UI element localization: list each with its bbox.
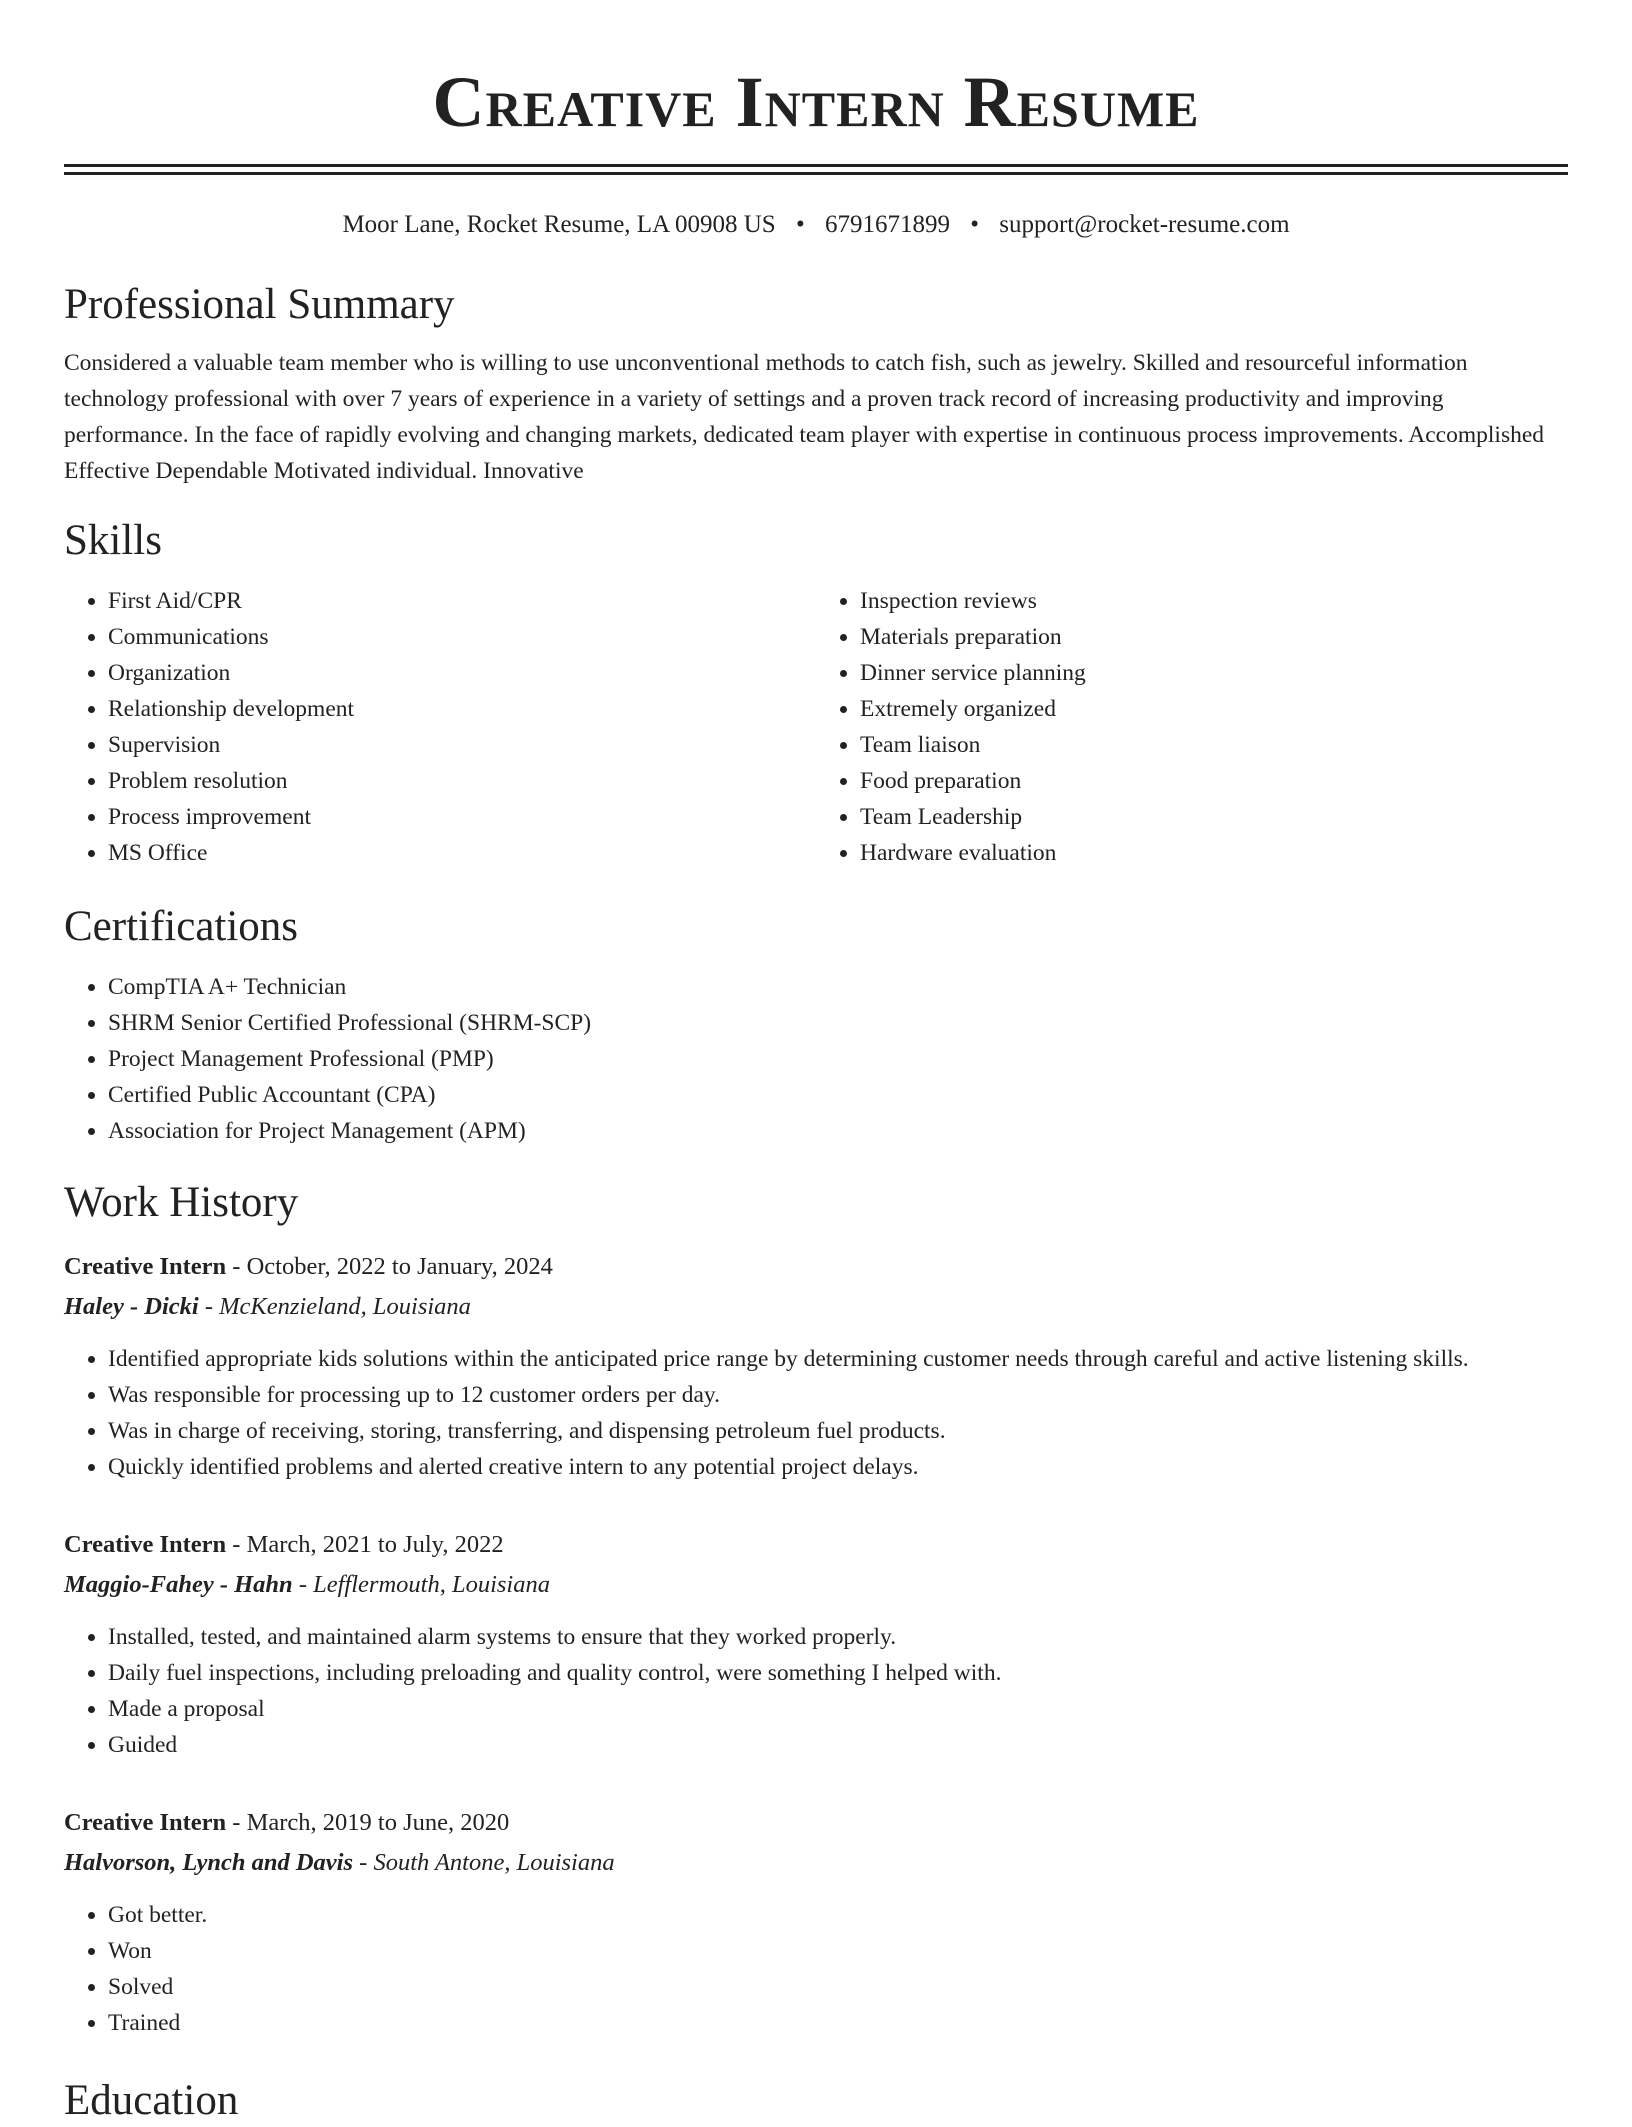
job-entry [64,1803,1568,2041]
job-location: McKenzieland, Louisiana [219,1293,471,1320]
job-company: Halvorson, Lynch and Davis [64,1849,354,1876]
skill-item: • Problem resolution [108,763,816,799]
job-bullet: • Quickly identified problems and alerted creative intern to any potential project delays. [108,1449,1568,1485]
job-bullets [64,1897,1568,2041]
skill-item: • Dinner service planning [860,655,1568,691]
contact-email: support@rocket-resume.com [999,211,1290,238]
job-title: Creative Intern [64,1531,227,1558]
summary-text: Considered a valuable team member who is willing to use unconventional methods to catch fish, such as jewelry. Skilled and resourceful information technology professional with over 7 years of experience in a variety of settings and a proven track record of increasing productivity and improving performance. In the face of rapidly evolving and changing markets, dedicated team player with expertise in continuous process improvements. Accomplished Effective Dependable Motivated individual. Innovative [64,350,1545,484]
skill-item: • Supervision [108,727,816,763]
job-entry [64,1247,1568,1485]
education-heading: Education [64,2077,239,2124]
job-title-line: Creative Intern - March, 2021 to July, 2022 [64,1531,504,1558]
contact-address: Moor Lane, Rocket Resume, LA 00908 US [342,211,776,238]
contact-separator: • [970,211,979,238]
skills-list-left [64,583,816,871]
certifications-list [64,969,1568,1149]
skill-item: • First Aid/CPR [108,583,816,619]
job-dates: March, 2021 to July, 2022 [246,1531,504,1558]
job-bullet: • Installed, tested, and maintained alarm systems to ensure that they worked properly. [108,1619,1568,1655]
job-bullet: • Identified appropriate kids solutions within the anticipated price range by determining customer needs through careful and active listening skills. [108,1341,1568,1377]
work-history-heading: Work History [64,1179,299,1226]
job-title: Creative Intern [64,1253,227,1280]
job-bullets [64,1619,1568,1763]
certification-item: • Association for Project Management (APM) [108,1113,1568,1149]
job-bullet: • Solved [108,1969,1568,2005]
job-bullets [64,1341,1568,1485]
skills-heading: Skills [64,517,162,564]
job-company: Maggio-Fahey - Hahn [64,1571,293,1598]
skill-item: • Food preparation [860,763,1568,799]
skill-item: • Inspection reviews [860,583,1568,619]
job-bullet: • Got better. [108,1897,1568,1933]
certification-item: • SHRM Senior Certified Professional (SHRM-SCP) [108,1005,1568,1041]
skills-columns [64,583,1568,871]
skill-item: • Relationship development [108,691,816,727]
skill-item: • Organization [108,655,816,691]
skill-item: • Extremely organized [860,691,1568,727]
resume-page [64,0,1568,2127]
job-bullet: • Was responsible for processing up to 12 customer orders per day. [108,1377,1568,1413]
title-divider [64,164,1568,175]
certification-item: • CompTIA A+ Technician [108,969,1568,1005]
contact-line [64,209,1568,241]
job-bullet: • Daily fuel inspections, including preloading and quality control, were something I helped with. [108,1655,1568,1691]
skill-item: • MS Office [108,835,816,871]
job-bullet: • Guided [108,1727,1568,1763]
job-title: Creative Intern [64,1809,227,1836]
job-bullet: • Trained [108,2005,1568,2041]
skill-item: • Team liaison [860,727,1568,763]
contact-separator: • [795,211,805,238]
job-dates: October, 2022 to January, 2024 [246,1253,553,1280]
job-company-line: Halvorson, Lynch and Davis - South Antone, Louisiana [64,1849,615,1876]
skill-item: • Materials preparation [860,619,1568,655]
skills-list-right [816,583,1568,871]
skill-item: • Hardware evaluation [860,835,1568,871]
skill-item: • Process improvement [108,799,816,835]
certification-item: • Project Management Professional (PMP) [108,1041,1568,1077]
resume-title: Creative Intern Resume [432,62,1200,142]
job-location: Lefflermouth, Louisiana [313,1571,550,1598]
certification-item: • Certified Public Accountant (CPA) [108,1077,1568,1113]
skill-item: • Communications [108,619,816,655]
job-company-line: Haley - Dicki - McKenzieland, Louisiana [64,1293,471,1320]
job-bullet: • Made a proposal [108,1691,1568,1727]
job-title-line: Creative Intern - March, 2019 to June, 2020 [64,1809,510,1836]
job-company-line: Maggio-Fahey - Hahn - Lefflermouth, Louisiana [64,1571,550,1598]
certifications-heading: Certifications [64,903,299,950]
job-bullet: • Was in charge of receiving, storing, transferring, and dispensing petroleum fuel products. [108,1413,1568,1449]
job-entry [64,1525,1568,1763]
job-dates: March, 2019 to June, 2020 [246,1809,510,1836]
job-title-line: Creative Intern - October, 2022 to January, 2024 [64,1253,553,1280]
job-location: South Antone, Louisiana [373,1849,615,1876]
job-bullet: • Won [108,1933,1568,1969]
summary-heading: Professional Summary [64,281,455,328]
contact-phone: 6791671899 [824,211,950,238]
skill-item: • Team Leadership [860,799,1568,835]
job-company: Haley - Dicki [64,1293,199,1320]
